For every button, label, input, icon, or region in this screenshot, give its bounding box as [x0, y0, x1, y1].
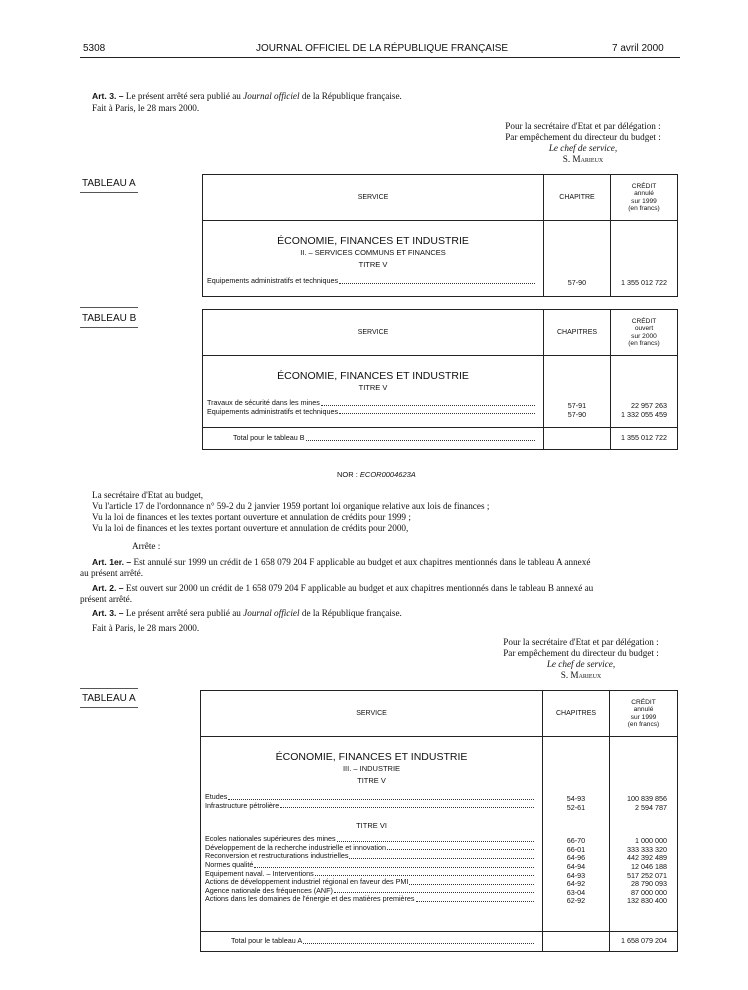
col-credit: CRÉDIT annulé sur 1999 (en francs): [610, 691, 678, 737]
titre: TITRE V: [358, 260, 388, 269]
table-row: Equipement naval. – Interventions: [201, 870, 542, 879]
tableau-label: TABLEAU B: [82, 313, 137, 324]
credit-cell: 22 957 263 1 332 055 459: [611, 356, 678, 428]
table-row: Actions de développement industriel régional en faveur des PMI: [201, 878, 542, 887]
vu-2: Vu la loi de finances et les textes portant ouverture et annulation de crédits pour 1999 ;: [92, 512, 411, 522]
vu-1: Vu l'article 17 de l'ordonnance n° 59-2 du 2 janvier 1959 portant loi organique relative aux lois de finances ;: [92, 501, 490, 511]
table-row: Infrastructure pétrolière: [201, 802, 542, 811]
table-row: Agence nationale des fréquences (ANF): [201, 887, 542, 896]
total-label-cell: Total pour le tableau B: [203, 428, 544, 450]
fait-a-paris: Fait à Paris, le 28 mars 2000.: [92, 623, 200, 633]
col-service: SERVICE: [203, 175, 544, 221]
fait-a-paris: Fait à Paris, le 28 mars 2000.: [92, 103, 200, 113]
table-row: Actions dans les domaines de l'énergie et des matières premières: [201, 895, 542, 904]
service-cell: [201, 737, 543, 932]
header-rule: [80, 57, 680, 58]
tableau-label: TABLEAU A: [82, 693, 136, 704]
col-service: SERVICE: [203, 310, 544, 356]
label-rule: [80, 688, 138, 689]
total-cell: 1 658 079 204: [610, 932, 678, 952]
journal-title: JOURNAL OFFICIEL DE LA RÉPUBLIQUE FRANÇAISE: [256, 43, 509, 54]
tableau-label: TABLEAU A: [82, 178, 136, 189]
article-2-cont: présent arrêté.: [80, 594, 133, 604]
col-service: SERVICE: [201, 691, 543, 737]
section-title: ÉCONOMIE, FINANCES ET INDUSTRIE: [277, 370, 469, 382]
table-row: Equipements administratifs et techniques: [203, 408, 543, 417]
titre-v: TITRE V: [357, 776, 386, 785]
article-3-first: Art. 3. – Le présent arrêté sera publié au Journal officiel de la République française.: [92, 91, 402, 101]
section-title: ÉCONOMIE, FINANCES ET INDUSTRIE: [275, 751, 468, 763]
credit-table: [200, 690, 678, 952]
article-1: Art. 1er. – Est annulé sur 1999 un crédit de 1 658 079 204 F applicable au budget et aux chapitres mentionnés dans le tableau A annexé: [92, 557, 591, 567]
col-chapitre: CHAPITRE: [544, 175, 611, 221]
section-subtitle: III. – INDUSTRIE: [342, 764, 401, 773]
page-number: 5308: [83, 43, 106, 54]
col-chapitre: CHAPITRES: [543, 691, 610, 737]
chapitre-cell: 57-91 57-90: [544, 356, 611, 428]
titre: TITRE V: [358, 383, 388, 392]
chapitre-cell: 54-93 52-61 66-70 66-01 64-96 64-94 64-93 64-92 63-04 62-92: [543, 737, 610, 932]
label-rule: [80, 327, 138, 328]
label-rule: [80, 307, 138, 308]
signature-block: Pour la secrétaire d'Etat et par délégation : Par empêchement du directeur du budget : Le chef de service, S. Marieux: [503, 637, 659, 680]
chapitre-cell: 57-90: [544, 221, 611, 297]
arrete: Arrête :: [132, 541, 161, 551]
credit-table: [202, 174, 678, 297]
table-row: Equipements administratifs et techniques: [203, 277, 543, 286]
article-3-second: Art. 3. – Le présent arrêté sera publié au Journal officiel de la République française.: [92, 608, 402, 618]
table-row: Etudes: [201, 793, 542, 802]
vu-3: Vu la loi de finances et les textes portant ouverture et annulation de crédits pour 2000,: [92, 523, 409, 533]
section-subtitle: II. – SERVICES COMMUNS ET FINANCES: [300, 248, 446, 257]
nor-reference: NOR : ECOR0004623A: [337, 470, 416, 479]
col-credit: CRÉDIT annulé sur 1999 (en francs): [611, 175, 678, 221]
credit-table: [202, 309, 678, 450]
table-row: Normes qualité: [201, 861, 542, 870]
article-2: Art. 2. – Est ouvert sur 2000 un crédit de 1 658 079 204 F applicable au budget et aux chapitres mentionnés dans le tableau B annexé au: [92, 583, 594, 593]
table-row: Reconversion et restructurations industrielles: [201, 852, 542, 861]
service-cell: [203, 221, 544, 297]
label-rule: [80, 707, 138, 708]
total-cell: 1 355 012 722: [611, 428, 678, 450]
signature-block: Pour la secrétaire d'Etat et par délégation : Par empêchement du directeur du budget : Le chef de service, S. Marieux: [505, 121, 661, 164]
col-credit: CRÉDIT ouvert sur 2000 (en francs): [611, 310, 678, 356]
table-row: Travaux de sécurité dans les mines: [203, 399, 543, 408]
table-row: Développement de la recherche industrielle et innovation: [201, 844, 542, 853]
titre-vi: TITRE VI: [356, 821, 387, 831]
label-rule: [80, 192, 138, 193]
total-label-cell: Total pour le tableau A: [201, 932, 543, 952]
col-chapitre: CHAPITRES: [544, 310, 611, 356]
credit-cell: 1 355 012 722: [611, 221, 678, 297]
total-chapitre-cell: [543, 932, 610, 952]
credit-cell: 100 839 856 2 594 787 1 000 000 333 333 320 442 392 489 12 046 188 517 252 071 28 790 093 87 000 000 132 830 400: [610, 737, 678, 932]
section-title: ÉCONOMIE, FINANCES ET INDUSTRIE: [277, 235, 469, 247]
total-chapitre-cell: [544, 428, 611, 450]
article-1-cont: au présent arrêté.: [80, 568, 143, 578]
intro: La secrétaire d'Etat au budget,: [92, 490, 204, 500]
table-row: Ecoles nationales supérieures des mines: [201, 835, 542, 844]
page-date: 7 avril 2000: [612, 43, 664, 54]
service-cell: [203, 356, 544, 428]
